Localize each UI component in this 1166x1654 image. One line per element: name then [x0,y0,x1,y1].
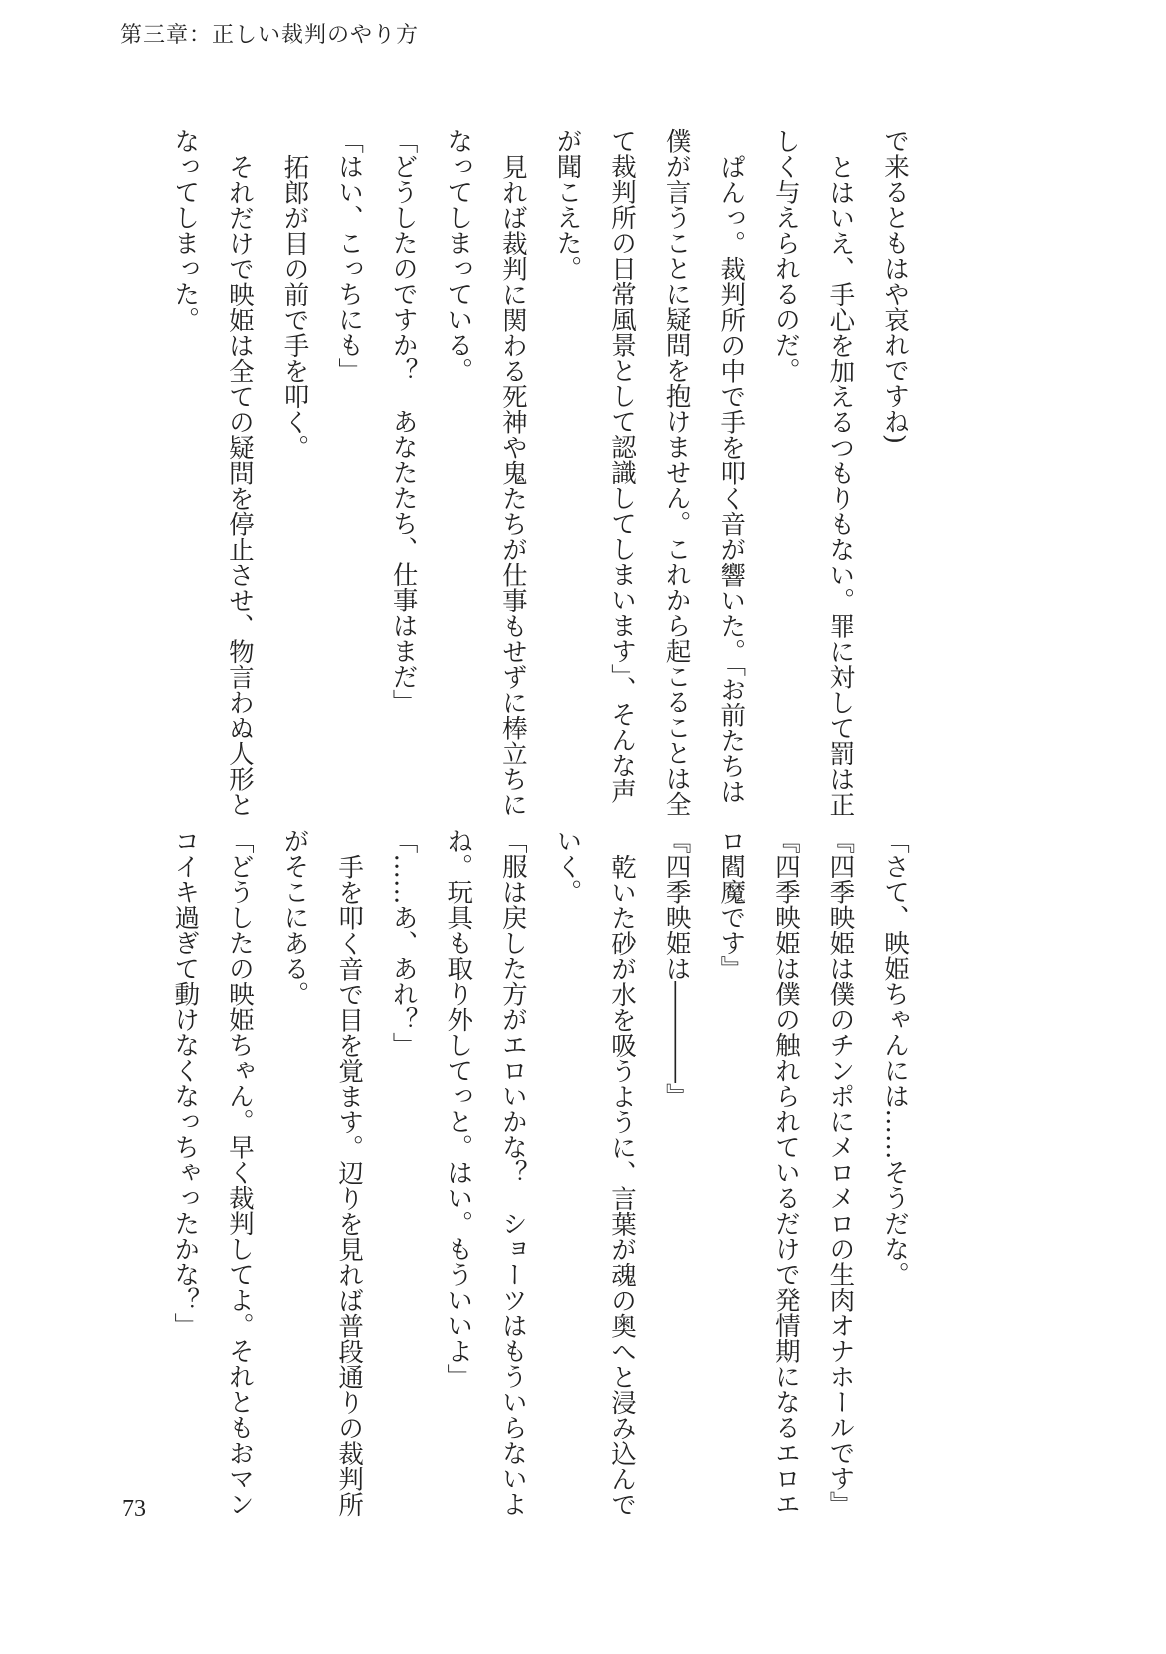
text-column: しく与えられるのだ。 [770,128,801,383]
text-column: 乾いた砂が水を吸うように、言葉が魂の奥へと浸み込んで [607,853,638,1517]
text-column: コイキ過ぎて動けなくなっちゃったかな？」 [170,828,201,1338]
text-column: で来るともはや哀れですね) [880,128,910,444]
text-column: 「どうしたの映姫ちゃん。早く裁判してよ。それともおマン [224,828,255,1517]
page-number: 73 [122,1496,146,1522]
text-column: 手を叩く音で目を覚ます。辺りを見れば普段通りの裁判所 [334,853,365,1517]
text-column: それだけで映姫は全ての疑問を停止させ、物言わぬ人形と [224,153,255,817]
text-column: 「さて、映姫ちゃんには……そうだな。 [880,828,910,1287]
text-column: 『四季映姫は僕のチンポにメロメロの生肉オナホールです』 [825,828,856,1517]
text-column: ね。玩具も取り外してっと。はい。もういいよ」 [443,828,474,1389]
text-column: 僕が言うことに疑問を抱けません。これから起こることは全 [661,128,692,817]
text-column: 拓郎が目の前で手を叩く。 [279,153,310,460]
text-column: 「どうしたのですか？ あなたたち、仕事はまだ」 [388,128,419,715]
text-column: ロ閻魔です』 [716,828,747,981]
chapter-title: 第三章：正しい裁判のやり方 [120,23,420,48]
text-column: いく。 [552,828,583,905]
text-column: 見れば裁判に関わる死神や鬼たちが仕事もせずに棒立ちに [497,153,528,817]
text-column: がそこにある。 [279,828,310,1007]
text-column: 『四季映姫は僕の触れられているだけで発情期になるエロエ [770,828,801,1517]
text-block-bottom [158,828,922,1517]
text-column: て裁判所の日常風景として認識してしまいます」、そんな声 [607,128,638,804]
text-column: が聞こえた。 [552,128,583,281]
text-column: 『四季映姫は――――』 [661,828,692,1109]
text-column: 「服は戻した方がエロいかな？ ショーツはもういらないよ [497,828,528,1517]
text-column: なってしまった。 [170,128,201,332]
text-column: 「はい、こっちにも」 [334,128,365,383]
text-column: とはいえ、手心を加えるつもりもない。罪に対して罰は正 [825,153,856,817]
text-block-top [158,128,922,817]
text-column: ぱんっ。裁判所の中で手を叩く音が響いた。「お前たちは [716,153,747,804]
text-column: 「……あ、あれ？」 [388,828,419,1058]
text-column: なってしまっている。 [443,128,474,383]
